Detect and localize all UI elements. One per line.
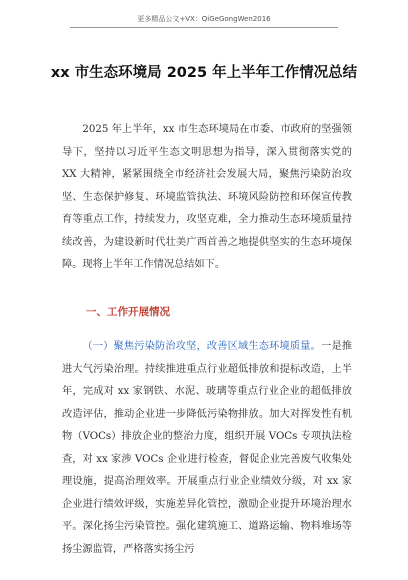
section-paragraph-text: 一是推进大气污染治理。持续推进重点行业超低排放和提标改造，上半年，完成对 xx 家钢铁、水泥、玻璃等重点行业企业的超低排放改造评估，推动企业进一步降低污染物排放。加大对挥发性有机物（VOCs）排放企业的整治力度，组织开展 VOCs 专项执法检查，对 xx 家涉 VOCs 企业进行检查，督促企业完善废气收集处理设施，提高治理效率。开展重点行业企业绩效分级，对 xx 家企业进行绩效评级，实施差异化管控，激励企业提升环境治理水平。深化扬尘污染管控。强化建筑施工、道路运输、物料堆场等扬尘源监管，严格落实扬尘污 — [62, 341, 353, 555]
page-header: 更多精品公文+VX：QiGeGongWen2016 — [137, 15, 271, 23]
intro-paragraph: 2025 年上半年，xx 市生态环境局在市委、市政府的坚强领导下，坚持以习近平生态文明思想为指导，深入贯彻落实党的 XX 大精神，紧紧围绕全市经济社会发展大局，聚焦污染防治攻坚、生态保护修复、环境监管执法、环境风险防控和环保宣传教育等重点工作，持续发力，攻坚克难，全力推动生态环境质量持续改善，为建设新时代壮美广西首善之地提供坚实的生态环境保障。现将上半年工作情况总结如下。 — [62, 124, 352, 270]
header-divider — [70, 27, 338, 28]
document-title: xx 市生态环境局 2025 年上半年工作情况总结 — [50, 65, 358, 81]
section-paragraph — [62, 336, 352, 561]
subsection-heading: （一）聚焦污染防治攻坚，改善区域生态环境质量。 — [82, 341, 322, 352]
section-heading: 一、工作开展情况 — [86, 306, 170, 318]
